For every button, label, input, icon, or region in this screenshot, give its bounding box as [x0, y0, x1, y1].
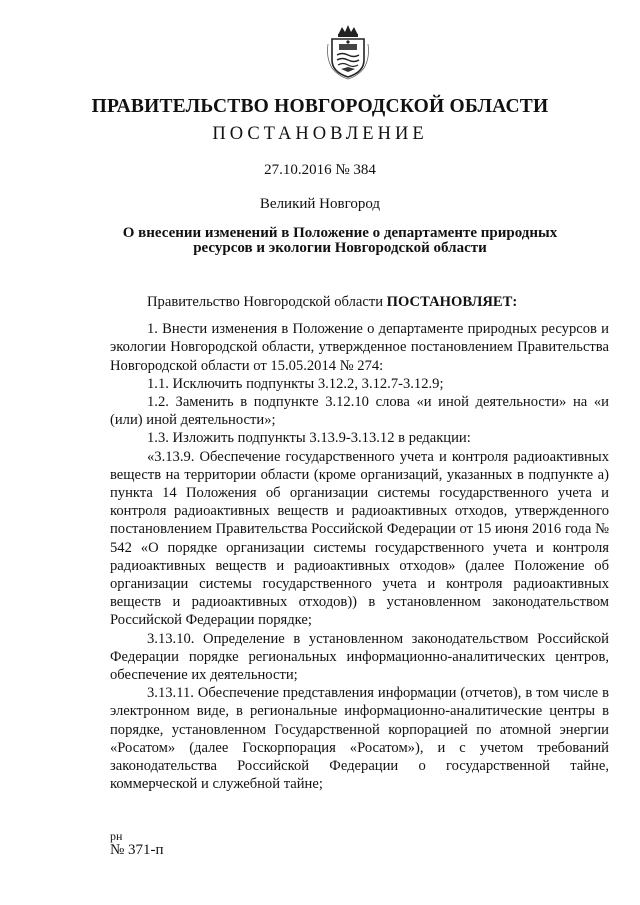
document-type: ПОСТАНОВЛЕНИЕ — [212, 124, 428, 144]
paragraph-3-13-9: «3.13.9. Обеспечение государственного учета и контроля радиоактивных веществ на территории области (кроме организаций, указанных в подпункте а) пункта 14 Положения об организации системы государственного учета и контроля радиоактивных веществ и радиоактивных отходов, утвержденного постановлением Правительства Российской Федерации от 15 июня 2016 года № 542 «О порядке организации системы государственного учета и контроля радиоактивных веществ и радиоактивных отходов» (далее Положение об организации системы государственного учета и контроля радиоактивных веществ и радиоактивных отходов)) в установленном законодательством Российской Федерации порядке; — [110, 448, 609, 629]
organization-title: ПРАВИТЕЛЬСТВО НОВГОРОДСКОЙ ОБЛАСТИ — [91, 96, 549, 117]
document-subject: О внесении изменений в Положение о департаменте природных ресурсов и экологии Новгородской области — [122, 225, 558, 256]
paragraph-1-2: 1.2. Заменить в подпункте 3.12.10 слова «и иной деятельности» на «и (или) иной деятельности»; — [110, 394, 609, 429]
document-date-number: 27.10.2016 № 384 — [264, 162, 376, 178]
paragraph-3-13-10: 3.13.10. Определение в установленном законодательством Российской Федерации порядке региональных информационно-аналитических центров, обеспечение их деятельности; — [110, 630, 609, 684]
paragraph-3-13-11: 3.13.11. Обеспечение представления информации (отчетов), в том числе в электронном виде, в региональные информационно-аналитические центры в порядке, установленном Государственной корпорацией по атомной энергии «Росатом» (далее Госкорпорация «Росатом»), и с учетом требований законодательства Российской Федерации о государственной тайне, коммерческой и служебной тайне; — [110, 685, 609, 793]
lead-prefix: Правительство Новгородской области — [147, 294, 387, 310]
document-body — [110, 293, 609, 793]
document-city: Великий Новгород — [259, 196, 381, 212]
footer-initials: рн — [110, 829, 123, 843]
paragraph-1-3: 1.3. Изложить подпункты 3.13.9-3.13.12 в редакции: — [147, 430, 471, 447]
lead-paragraph — [110, 293, 609, 311]
novgorod-coat-of-arms-icon — [324, 22, 372, 80]
lead-decree-word: ПОСТАНОВЛЯЕТ: — [386, 294, 518, 310]
paragraph-1: 1. Внести изменения в Положение о департаменте природных ресурсов и экологии Новгородской области, утвержденное постановлением Правительства Новгородской области от 15.05.2014 № 274: — [110, 321, 609, 374]
footer-number: № 371-п — [110, 842, 164, 858]
document-footer — [110, 830, 164, 858]
paragraph-1-1: 1.1. Исключить подпункты 3.12.2, 3.12.7-3.12.9; — [147, 375, 444, 392]
